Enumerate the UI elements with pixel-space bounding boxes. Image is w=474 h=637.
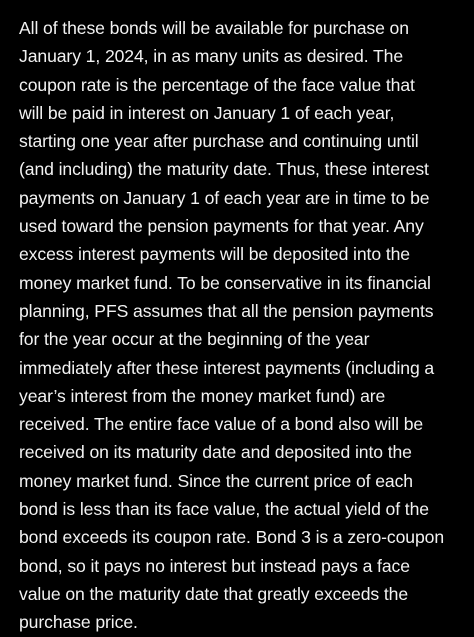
text-line: All of these bonds will be available for purchase on bbox=[19, 18, 409, 38]
text-line: bond is less than its face value, the actual yield of the bbox=[19, 499, 429, 520]
text-line: immediately after these interest payments (including a bbox=[19, 357, 435, 378]
text-line: bond exceeds its coupon rate. Bond 3 is a zero-coupon bbox=[19, 527, 445, 548]
text-line: payments on January 1 of each year are in time to be bbox=[19, 187, 430, 208]
text-line: received. The entire face value of a bond also will be bbox=[19, 414, 424, 435]
text-line: planning, PFS assumes that all the pension payments bbox=[19, 300, 434, 321]
text-line: value on the maturity date that greatly exceeds the bbox=[19, 583, 409, 604]
text-line: starting one year after purchase and continuing until bbox=[19, 131, 419, 152]
bond-description-paragraph bbox=[19, 14, 456, 637]
text-line: (and including) the maturity date. Thus, these interest bbox=[19, 159, 429, 180]
text-line: money market fund. To be conservative in its financial bbox=[19, 272, 431, 293]
text-line: for the year occur at the beginning of the year bbox=[19, 329, 370, 350]
text-line: coupon rate is the percentage of the face value that bbox=[19, 74, 415, 95]
text-line: will be paid in interest on January 1 of each year, bbox=[19, 102, 395, 123]
text-line: money market fund. Since the current price of each bbox=[19, 470, 413, 491]
text-line: January 1, 2024, in as many units as desired. The bbox=[19, 46, 404, 67]
text-line: received on its maturity date and deposited into the bbox=[19, 442, 412, 463]
text-line: bond, so it pays no interest but instead pays a face bbox=[19, 555, 410, 576]
text-line: excess interest payments will be deposited into the bbox=[19, 244, 410, 265]
text-line: used toward the pension payments for that year. Any bbox=[19, 216, 424, 237]
text-line: year’s interest from the money market fund) are bbox=[19, 385, 386, 406]
text-line: purchase price. bbox=[19, 612, 138, 633]
